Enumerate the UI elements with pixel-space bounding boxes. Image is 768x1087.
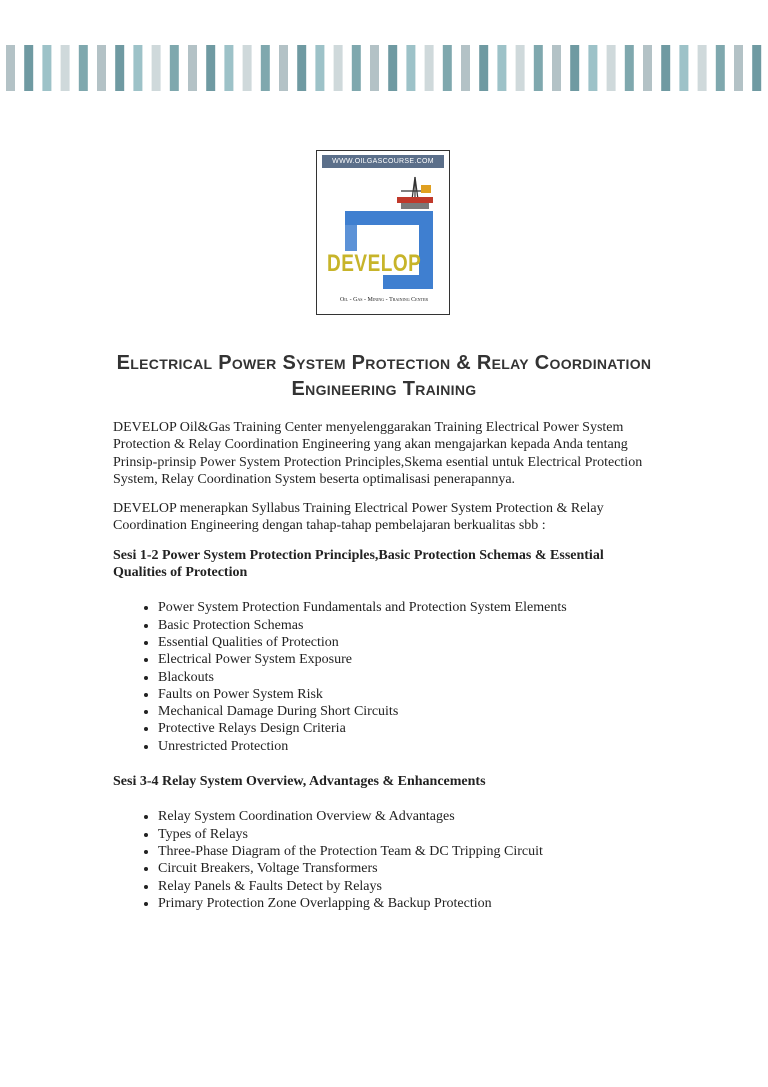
stripe xyxy=(388,45,397,91)
stripe xyxy=(698,45,707,91)
stripe xyxy=(79,45,88,91)
stripe xyxy=(752,45,761,91)
intro-paragraph-2: DEVELOP menerapkan Syllabus Training Electrical Power System Protection & Relay Coordination Engineering dengan tahap-tahap pembelajaran berkualitas sbb : xyxy=(113,501,604,534)
list-item: • Relay System Coordination Overview & Advantages xyxy=(158,808,653,825)
list-item: • Primary Protection Zone Overlapping & Backup Protection xyxy=(158,895,653,912)
stripe xyxy=(625,45,634,91)
section-heading-session-3-4: Sesi 3-4 Relay System Overview, Advantages & Enhancements xyxy=(113,774,486,790)
stripe xyxy=(716,45,725,91)
stripe xyxy=(661,45,670,91)
stripe xyxy=(188,45,197,91)
stripe xyxy=(479,45,488,91)
stripe xyxy=(261,45,270,91)
stripe xyxy=(406,45,415,91)
stripe xyxy=(206,45,215,91)
logo-wordmark: DEVELOP xyxy=(327,251,422,278)
session-1-2-topic-list xyxy=(113,599,653,755)
list-item: • Basic Protection Schemas xyxy=(158,617,653,634)
logo-tagline: Oil - Gas - Mining - Training Center xyxy=(339,297,429,303)
company-logo xyxy=(316,150,450,315)
stripe xyxy=(461,45,470,91)
stripe xyxy=(243,45,252,91)
stripe xyxy=(552,45,561,91)
stripe xyxy=(224,45,233,91)
list-item: • Unrestricted Protection xyxy=(158,738,653,755)
list-item: • Essential Qualities of Protection xyxy=(158,634,653,651)
stripe xyxy=(425,45,434,91)
document-body xyxy=(113,419,653,930)
stripe xyxy=(516,45,525,91)
document-title: Electrical Power System Protection & Relay Coordination Engineering Training xyxy=(116,352,652,400)
stripe xyxy=(497,45,506,91)
stripe-pattern xyxy=(0,45,768,91)
stripe xyxy=(152,45,161,91)
stripe xyxy=(6,45,15,91)
list-item: • Types of Relays xyxy=(158,826,653,843)
stripe xyxy=(570,45,579,91)
stripe xyxy=(643,45,652,91)
stripe xyxy=(42,45,51,91)
list-item: • Three-Phase Diagram of the Protection Team & DC Tripping Circuit xyxy=(158,843,653,860)
stripe xyxy=(443,45,452,91)
stripe xyxy=(607,45,616,91)
stripe xyxy=(315,45,324,91)
stripe xyxy=(534,45,543,91)
stripe xyxy=(133,45,142,91)
stripe xyxy=(24,45,33,91)
stripe xyxy=(334,45,343,91)
stripe xyxy=(279,45,288,91)
list-item: • Circuit Breakers, Voltage Transformers xyxy=(158,860,653,877)
stripe xyxy=(170,45,179,91)
list-item: • Faults on Power System Risk xyxy=(158,686,653,703)
intro-paragraph-1: DEVELOP Oil&Gas Training Center menyelenggarakan Training Electrical Power System Protection & Relay Coordination Engineering yang akan mengajarkan kepada Anda tentang Prinsip-prinsip Power System Protection Principles,Skema esential untuk Electrical Protection System, Relay Coordination System beserta optimalisasi penerapannya. xyxy=(113,420,643,487)
stripe xyxy=(352,45,361,91)
stripe xyxy=(370,45,379,91)
list-item: • Blackouts xyxy=(158,669,653,686)
stripe xyxy=(297,45,306,91)
decorative-stripe-header xyxy=(0,45,768,91)
stripe xyxy=(679,45,688,91)
list-item: • Power System Protection Fundamentals and Protection System Elements xyxy=(158,599,653,616)
stripe xyxy=(115,45,124,91)
stripe xyxy=(61,45,70,91)
list-item: • Electrical Power System Exposure xyxy=(158,651,653,668)
stripe xyxy=(588,45,597,91)
list-item: • Relay Panels & Faults Detect by Relays xyxy=(158,878,653,895)
section-heading-session-1-2: Sesi 1-2 Power System Protection Principles,Basic Protection Schemas & Essential Qualities of Protection xyxy=(113,547,604,581)
session-3-4-topic-list xyxy=(113,808,653,912)
stripe xyxy=(97,45,106,91)
stripe xyxy=(734,45,743,91)
list-item: • Protective Relays Design Criteria xyxy=(158,720,653,737)
logo-url-banner: WWW.OILGASCOURSE.COM xyxy=(322,155,444,168)
list-item: • Mechanical Damage During Short Circuits xyxy=(158,703,653,720)
